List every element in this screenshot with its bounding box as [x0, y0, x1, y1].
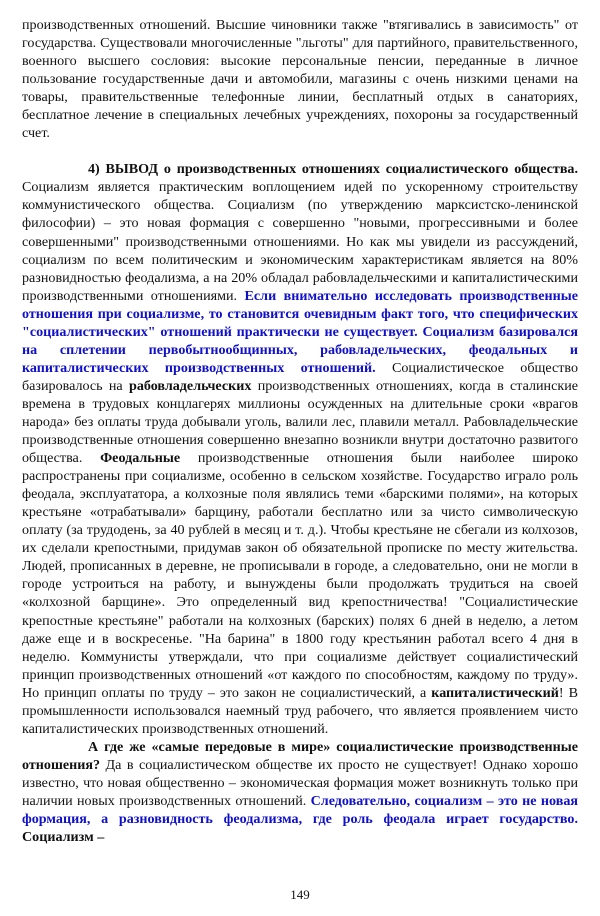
- paragraph-text: производственных отношений. Высшие чиновники также "втягивались в зависимость" от государства. Существовали многочисленные "льготы" для партийного, правительственного, военного высшего сословия: высокие персональные пенсии, переданные в личное пользование государственные дачи и автомобили, магазины с очень низкими ценами на товары, правительственные телефонные линии, бесплатный отдых в санаториях, бесплатное лечение в специальных лечебных учреждениях, похороны за государственный счет.: [22, 17, 578, 142]
- paragraph-text: производственных отношениях, когда в сталинские времена в трудовых концлагерях миллионы осужденных на длительные сроки «врагов народа» без оплаты труда добывали уголь, валили лес, плавили металл. Рабовладельческие производственные отношения совершенно внезапно возникли внутри достаточно развитого общества.: [22, 377, 578, 467]
- paragraph-text: Социалистическое общество базировалось на: [22, 359, 578, 394]
- paragraph-question: [22, 738, 578, 846]
- bold-term: капиталистический: [431, 684, 559, 701]
- section-heading: 4) ВЫВОД о производственных отношениях социалистического общества.: [88, 161, 578, 178]
- bold-term: Феодальные: [100, 450, 181, 467]
- emphasis-blue: Если внимательно исследовать производственные отношения при социализме, то становится очевидным факт того, что специфических "социалистических" отношений практически не существует. Социализм базировался на сплетении первобытнообщинных, рабовладельческих, феодальных и капиталистических производственных отношений.: [22, 287, 578, 376]
- paragraph-conclusion: [22, 160, 578, 738]
- emphasis-blue: Следовательно, социализм – это не новая формация, а разновидность феодализма, где роль феодала играет государство.: [22, 792, 578, 828]
- paragraph-privileges: [22, 16, 578, 142]
- paragraph-text: производственные отношения были наиболее широко распространены при социализме, особенно в сельском хозяйстве. Государство играло роль феодала, эксплуататора, а колхозные поля являлись теми «барскими полями», на которых крестьяне «отрабатывали» барщину, работали бесплатно или за чисто символическую оплату (за трудодень, за 40 рублей в месяц и т. д.). Чтобы крестьяне не сбегали из колхозов, их сделали крепостными, придумав закон об обязательной прописке по месту жительства. Людей, прописанных в деревне, не прописывали в городе, а следовательно, они не могли в городе устроиться на работу, и вынуждены были продолжать трудиться на своей «колхозной барщине». Это определенный вид крепостничества! "Социалистические крепостные крестьяне" работали на колхозных (барских) полях 6 дней в неделю, а летом даже еще и в воскресенье. "На барина" в 1800 году крестьянин работал всего 4 дня в неделю. Коммунисты утверждали, что при социализме действует социалистический принцип производственных отношений «от каждого по способностям, каждому по труду». Но принцип оплаты по труду – это закон не социалистический, а: [22, 450, 578, 701]
- document-page: [22, 16, 578, 846]
- bold-question: А где же «самые передовые в мире» социалистические производственные отношения?: [22, 738, 578, 773]
- paragraph-text: Да в социалистическом обществе их просто не существует! Однако хорошо известно, что новая общественно – экономическая формация может возникнуть только при наличии новых производственных отношений.: [22, 756, 578, 809]
- bold-term: Социализм –: [22, 829, 105, 846]
- page-number: 149: [290, 887, 310, 902]
- bold-term: рабовладельческих: [128, 377, 252, 394]
- paragraph-text: ! В промышленности использовался наемный труд рабочего, что является проявлением чисто капиталистических производственных отношений.: [22, 684, 578, 737]
- paragraph-text: Социализм является практическим воплощением идей по ускоренному строительству коммунистического общества. Социализм (по утверждению марксистско-ленинской философии) – это новая формация с совершенно "новыми, прогрессивными и более совершенными" производственными отношениями. Но как мы увидели из рассуждений, социализм по всем политическим и экономическим характеристикам является на 80% разновидностью феодализма, а на 20% обладал рабовладельческими и капиталистическими производственными отношениями.: [22, 179, 578, 304]
